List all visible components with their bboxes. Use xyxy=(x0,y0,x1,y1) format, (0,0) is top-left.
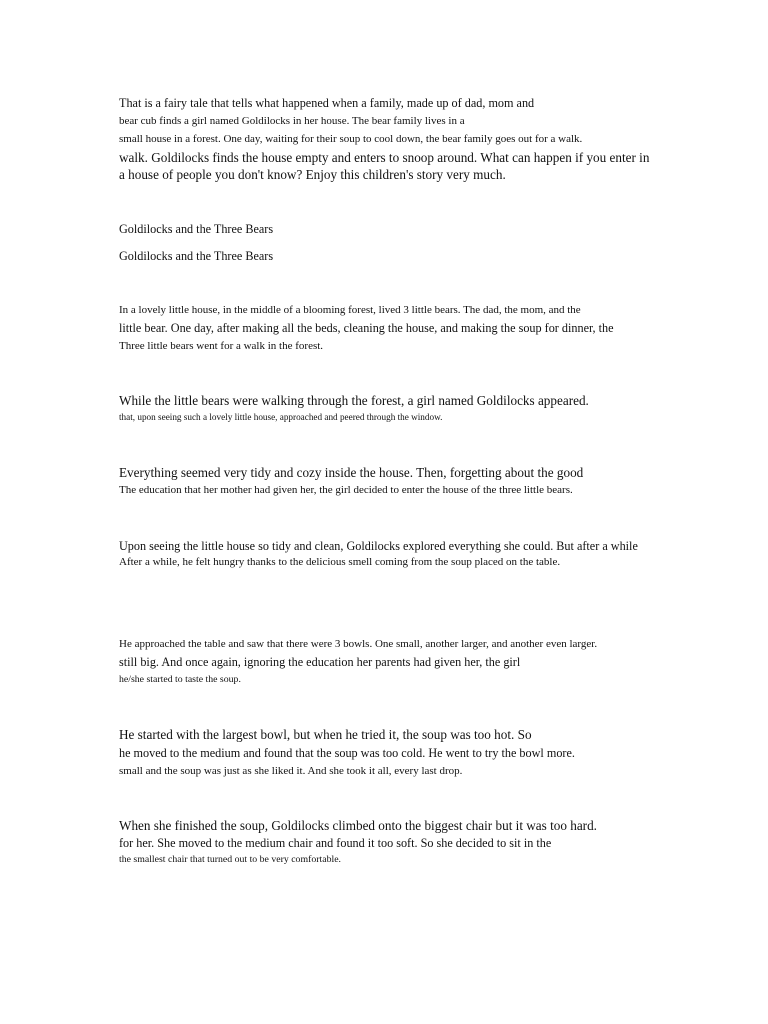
text-line: In a lovely little house, in the middle of a blooming forest, lived 3 little bears. The dad, the mom, and the xyxy=(119,304,581,316)
text-line: bear cub finds a girl named Goldilocks in her house. The bear family lives in a xyxy=(119,115,465,127)
text-line: That is a fairy tale that tells what happened when a family, made up of dad, mom and xyxy=(119,96,535,110)
text-line: Everything seemed very tidy and cozy inside the house. Then, forgetting about the good xyxy=(119,465,584,480)
text-line: he moved to the medium and found that the soup was too cold. He went to try the bowl more. xyxy=(119,746,575,760)
text-line: While the little bears were walking through the forest, a girl named Goldilocks appeared. xyxy=(119,393,589,408)
text-line: After a while, he felt hungry thanks to the delicious smell coming from the soup placed on the table. xyxy=(119,556,561,568)
text-line: Three little bears went for a walk in the forest. xyxy=(119,340,324,352)
text-line: walk. Goldilocks finds the house empty and enters to snoop around. What can happen if you enter in xyxy=(119,150,650,165)
text-line: for her. She moved to the medium chair and found it too soft. So she decided to sit in the xyxy=(119,836,552,850)
text-line: still big. And once again, ignoring the education her parents had given her, the girl xyxy=(119,655,521,669)
text-line: a house of people you don't know? Enjoy this children's story very much. xyxy=(119,167,506,182)
text-line: small and the soup was just as she liked it. And she took it all, every last drop. xyxy=(119,765,463,777)
text-line: Upon seeing the little house so tidy and clean, Goldilocks explored everything she could. But after a while xyxy=(119,539,638,553)
story-title-repeat: Goldilocks and the Three Bears xyxy=(119,249,274,263)
text-line: He approached the table and saw that there were 3 bowls. One small, another larger, and another even larger. xyxy=(119,638,598,650)
text-line: he/she started to taste the soup. xyxy=(119,674,241,685)
text-line: small house in a forest. One day, waiting for their soup to cool down, the bear family goes out for a walk. xyxy=(119,133,583,145)
text-line: He started with the largest bowl, but when he tried it, the soup was too hot. So xyxy=(119,727,532,742)
text-line: The education that her mother had given her, the girl decided to enter the house of the three little bears. xyxy=(119,484,573,496)
text-line: that, upon seeing such a lovely little house, approached and peered through the window. xyxy=(119,412,443,422)
text-line: When she finished the soup, Goldilocks climbed onto the biggest chair but it was too hard. xyxy=(119,818,597,833)
text-line: little bear. One day, after making all the beds, cleaning the house, and making the soup for dinner, the xyxy=(119,321,614,335)
story-title: Goldilocks and the Three Bears xyxy=(119,222,274,236)
text-line: the smallest chair that turned out to be very comfortable. xyxy=(119,854,341,865)
